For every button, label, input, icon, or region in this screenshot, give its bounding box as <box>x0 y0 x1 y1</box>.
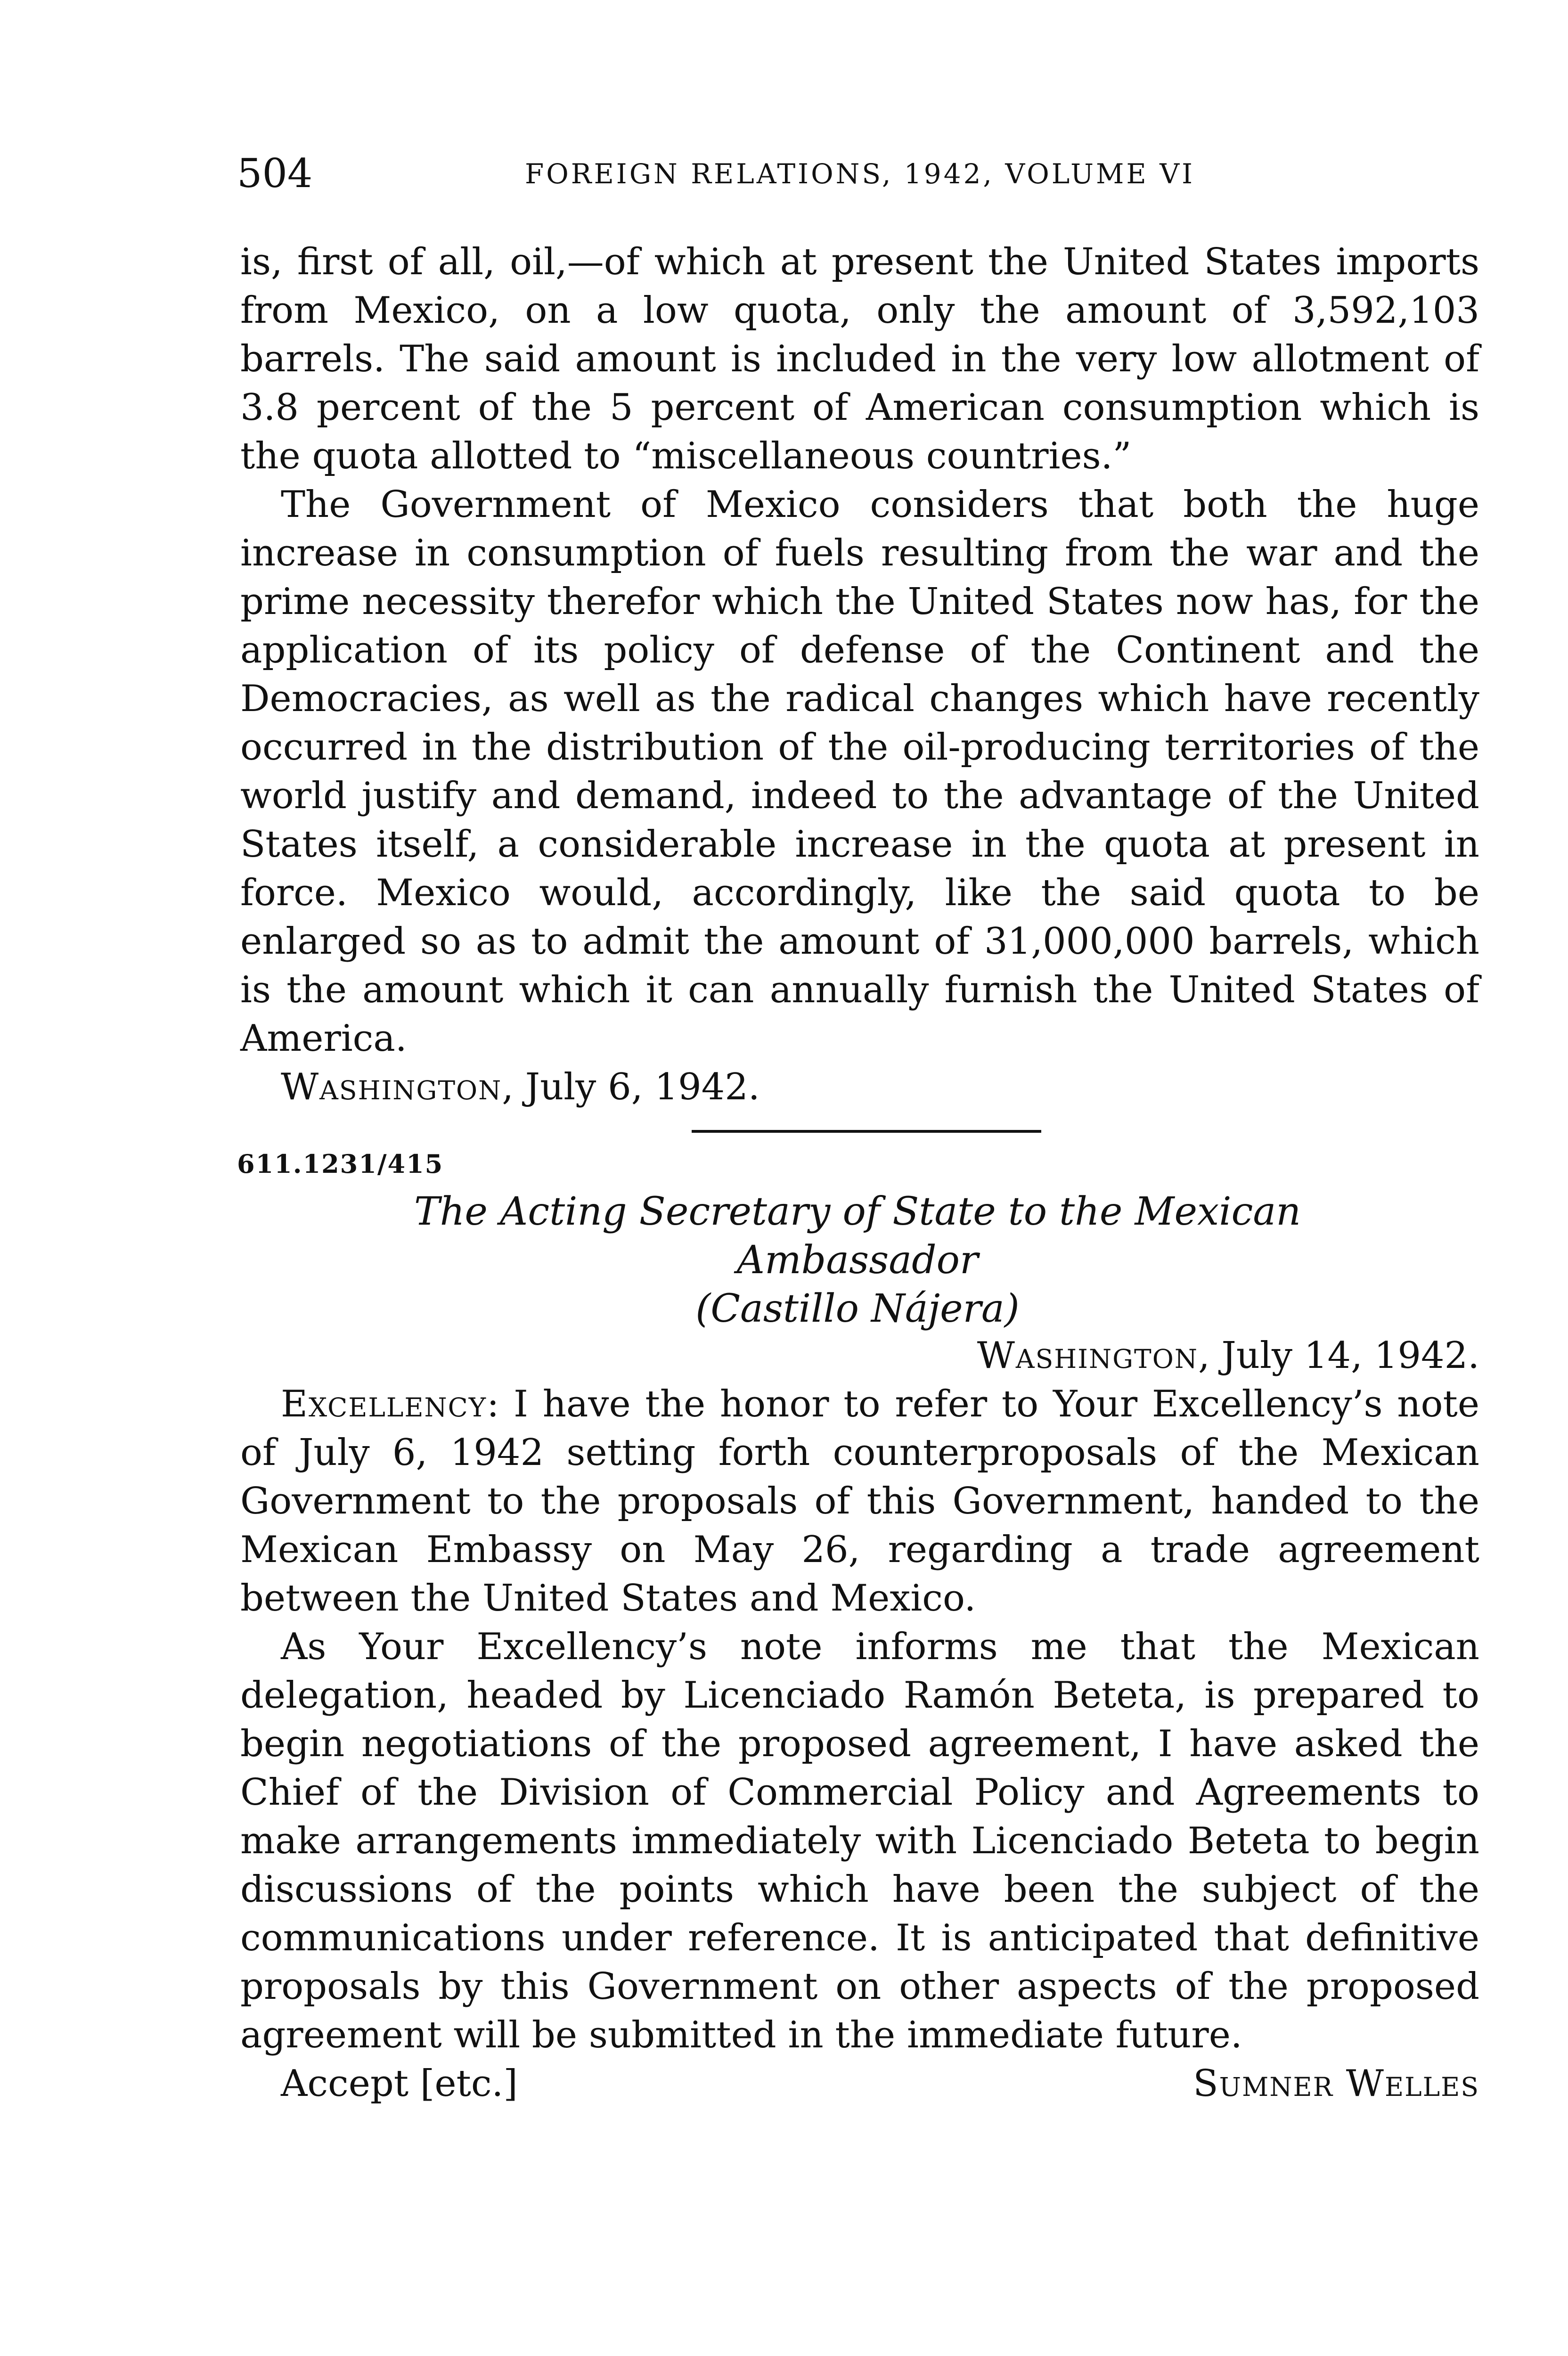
page-number: 504 <box>237 150 313 196</box>
file-number: 611.1231/415 <box>237 1149 444 1179</box>
continuation-paragraph-1: is, first of all, oil,—of which at present the United States imports from Mexico, on a low quota, only the amount of 3,592,103 barrels. The said amount is included in the very low allotment of 3.8 percent of the 5 percent of American consumption which is the quota allotted to “miscellaneous countries.” <box>240 241 1479 477</box>
title-line-2: (Castillo Nájera) <box>695 1286 1020 1331</box>
closing: Accept [etc.] <box>281 2062 518 2105</box>
section-divider <box>692 1130 1041 1133</box>
letter-body <box>240 1332 1479 2108</box>
letter-date-date: , July 14, 1942. <box>1198 1334 1479 1377</box>
closing-line <box>281 2060 1479 2108</box>
continuation-paragraph-2: The Government of Mexico considers that both the huge increase in consumption of fuels resulting from the war and the prime necessity therefor which the United States now has, for the application of its policy of defense of the Continent and the Democracies, as well as the radical changes which have recently occurred in the distribution of the oil-producing territories of the world justify and demand, indeed to the advantage of the United States itself, a considerable increase in the quota at present in force. Mexico would, accordingly, like the said quota to be enlarged so as to admit the amount of 31,000,000 barrels, which is the amount which it can annually furnish the United States of America. <box>240 483 1479 1060</box>
document-title <box>302 1187 1413 1333</box>
continuation-section <box>240 238 1479 1112</box>
salutation-separator: : <box>487 1383 514 1425</box>
running-title: FOREIGN RELATIONS, 1942, VOLUME VI <box>525 158 1195 190</box>
continuation-dateline <box>240 1063 1479 1112</box>
letter-date-place: Washington <box>977 1334 1198 1377</box>
letter-date <box>240 1332 1479 1380</box>
letter-paragraph-1-text: I have the honor to refer to Your Excellency’s note of July 6, 1942 setting forth counterproposals of the Mexican Government to the proposals of this Government, handed to the Mexican Embassy on May 26, regarding a trade agreement between the United States and Mexico. <box>240 1383 1479 1620</box>
letter-paragraph-1 <box>240 1380 1479 1623</box>
dateline-date: , July 6, 1942. <box>502 1066 760 1108</box>
letter-paragraph-2: As Your Excellency’s note informs me that the Mexican delegation, headed by Licenciado Ramón Beteta, is prepared to begin negotiations of the proposed agreement, I have asked the Chief of the Division of Commercial Policy and Agreements to make arrangements immediately with Licenciado Beteta to begin discussions of the points which have been the subject of the communications under reference. It is anticipated that definitive proposals by this Government on other aspects of the proposed agreement will be submitted in the immediate future. <box>240 1626 1479 2056</box>
title-line-1: The Acting Secretary of State to the Mexican Ambassador <box>414 1189 1301 1283</box>
running-header <box>237 150 1483 197</box>
dateline-place: Washington <box>281 1066 502 1108</box>
signature: Sumner Welles <box>1193 2062 1479 2105</box>
salutation: Excellency <box>281 1383 487 1425</box>
